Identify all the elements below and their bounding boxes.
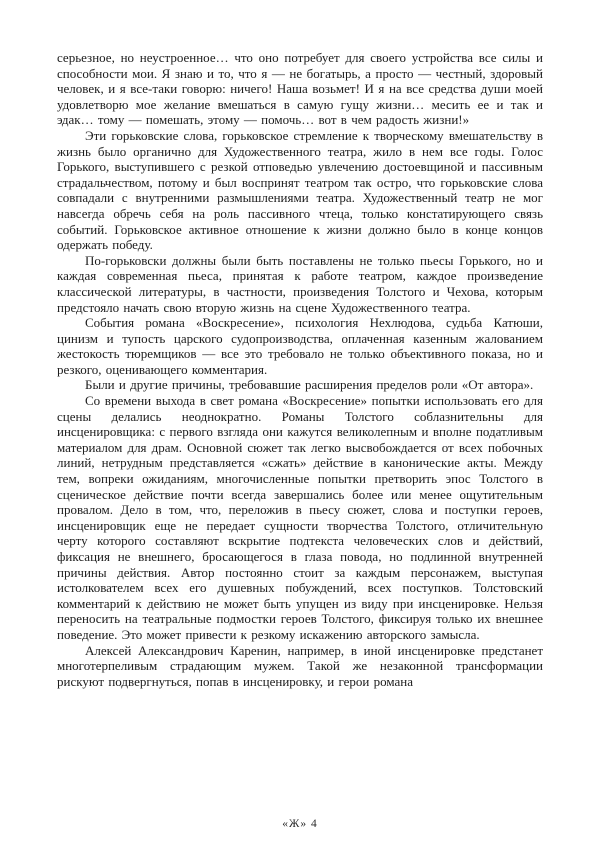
paragraph: Со времени выхода в свет романа «Воскресение» попытки использовать его для сцены делались неоднократно. Романы Толстого соблазнительны для инсценировщика: с первого взгляда они кажутся великолепным и вполне податливым материалом для драм. Основной сюжет так легко высвобождается от всех побочных линий, нетрудным представляется «сжать» действие в канонические акты. Между тем, вопреки ожиданиям, многочисленные попытки претворить эпос Толстого в сценическое действие почти всегда завершались более или менее ощутительным провалом. Дело в том, что, переложив в пьесу сюжет, слова и поступки героев, инсценировщик еще не передает сущности творчества Толстого, отличительную черту которого составляют вскрытие подтекста человеческих слов и действий, фиксация не внешнего, бросающегося в глаза повода, но подлинной внутренней причины действия. Автор постоянно стоит за каждым персонажем, выступая истолкователем всех его душевных побуждений, всех поступков. Толстовский комментарий к действию не может быть упущен из виду при инсценировке. Нельзя переносить на театральные подмостки героев Толстого, фиксируя только их внешнее поведение. Это может привести к резкому искажению авторского замысла.: [57, 393, 543, 642]
paragraph: По-горьковски должны были быть поставлены не только пьесы Горького, но и каждая современная пьеса, принятая к работе театром, каждое произведение классической литературы, в частности, произведения Толстого и Чехова, которым предстояло начать свою вторую жизнь на сцене Художественного театра.: [57, 252, 543, 315]
paragraph: Алексей Александрович Каренин, например, в иной инсценировке предстанет многотерпеливым страдающим мужем. Такой же незаконной трансформации рискуют подвергнуться, попав в инсценировку, и герои романа: [57, 642, 543, 689]
page-footer-mark: «Ж» 4: [282, 818, 318, 831]
paragraph-continuation: серьезное, но неустроенное… что оно потребует для своего устройства все силы и способности мои. Я знаю и то, что я — не богатырь, а просто — честный, здоровый человек, и я все-таки говорю: ничего! Наша возьмет! И я на все средства души моей удовлетворю мое желание вмешаться в самую гущу жизни… месить ее и так и эдак… тому — помешать, этому — помочь… вот в чем радость жизни!»: [57, 50, 543, 128]
paragraph: События романа «Воскресение», психология Нехлюдова, судьба Катюши, цинизм и тупость царского судопроизводства, оплаченная казенным жалованием жестокость тюремщиков — все это требовало не только объективного показа, но и резкого, оценивающего комментария.: [57, 315, 543, 377]
paragraph: Эти горьковские слова, горьковское стремление к творческому вмешательству в жизнь было органично для Художественного театра, жило в нем все годы. Голос Горького, выступившего с резкой отповедью увлечению достоевщиной и пассивным страдальчеством, потому и был воспринят театром так остро, что горьковские слова совпадали с внутренними размышлениями театра. Художественный театр не мог навсегда обречь себя на роль пассивного чтеца, только констатирующего связь событий. Горьковское активное отношение к жизни должно было в конце концов одержать победу.: [57, 127, 543, 253]
paragraph: Были и другие причины, требовавшие расширения пределов роли «От автора».: [85, 377, 534, 393]
